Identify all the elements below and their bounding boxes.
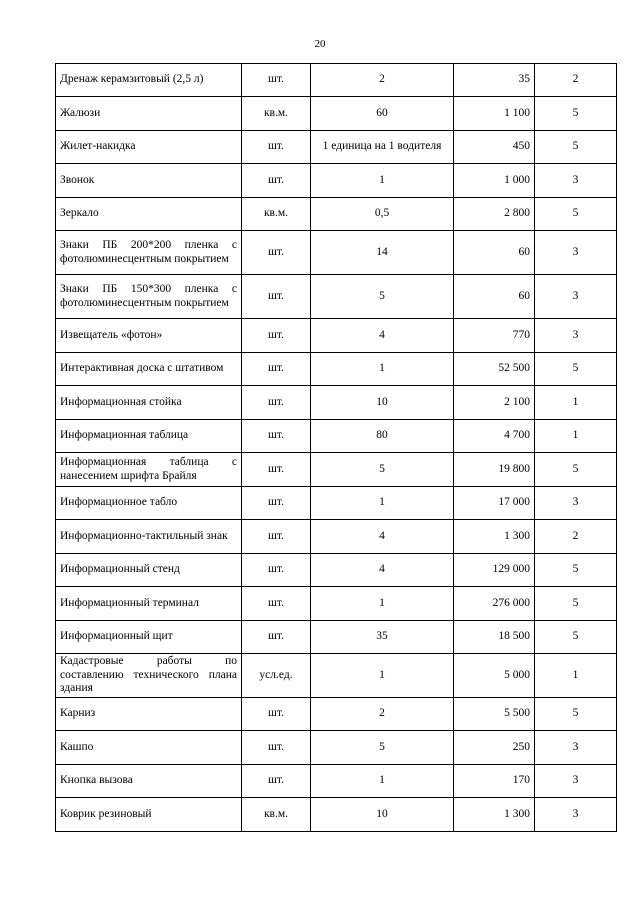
table-row [56,319,617,353]
table-row [56,420,617,453]
item-name-cell: Жилет-накидка [56,131,242,164]
table-row [56,587,617,621]
price-cell: 129 000 [454,554,535,587]
table-row [56,64,617,97]
table-row [56,621,617,654]
quantity-cell: 4 [311,554,454,587]
price-cell: 170 [454,765,535,798]
unit-cell: шт. [242,275,311,319]
unit-cell: шт. [242,765,311,798]
unit-cell: шт. [242,453,311,487]
unit-cell: шт. [242,131,311,164]
unit-cell: шт. [242,487,311,520]
service-life-cell: 3 [535,765,617,798]
service-life-cell: 1 [535,386,617,420]
price-cell: 1 000 [454,164,535,198]
item-name-cell: Дренаж керамзитовый (2,5 л) [56,64,242,97]
item-name-cell: Кнопка вызова [56,765,242,798]
quantity-cell: 1 единица на 1 водителя [311,131,454,164]
service-life-cell: 5 [535,198,617,231]
quantity-cell: 80 [311,420,454,453]
price-cell: 35 [454,64,535,97]
item-name-cell: Информационный щит [56,621,242,654]
table-row [56,554,617,587]
unit-cell: шт. [242,520,311,554]
service-life-cell: 3 [535,731,617,765]
item-name-cell: Кашпо [56,731,242,765]
item-name-cell: Информационная таблица [56,420,242,453]
service-life-cell: 5 [535,587,617,621]
price-cell: 17 000 [454,487,535,520]
service-life-cell: 1 [535,420,617,453]
item-name-cell: Информационное табло [56,487,242,520]
quantity-cell: 1 [311,164,454,198]
service-life-cell: 3 [535,164,617,198]
quantity-cell: 2 [311,64,454,97]
unit-cell: шт. [242,386,311,420]
table-row [56,487,617,520]
item-name-cell: Извещатель «фотон» [56,319,242,353]
item-name-cell: Информационный стенд [56,554,242,587]
service-life-cell: 5 [535,97,617,131]
table-body [56,64,617,832]
page-number: 20 [314,38,326,50]
price-cell: 5 500 [454,698,535,731]
quantity-cell: 10 [311,798,454,832]
unit-cell: шт. [242,731,311,765]
unit-cell: усл.ед. [242,654,311,698]
table-row [56,453,617,487]
item-name-cell: Зеркало [56,198,242,231]
quantity-cell: 1 [311,487,454,520]
unit-cell: кв.м. [242,798,311,832]
price-cell: 2 800 [454,198,535,231]
table-row [56,131,617,164]
unit-cell: шт. [242,64,311,97]
service-life-cell: 2 [535,520,617,554]
unit-cell: шт. [242,621,311,654]
unit-cell: кв.м. [242,97,311,131]
table-row [56,275,617,319]
price-cell: 1 300 [454,520,535,554]
item-name-cell: Кадастровые работы по составлению технического плана здания [56,654,242,698]
service-life-cell: 3 [535,275,617,319]
item-name-cell: Информационная таблица с нанесением шрифта Брайля [56,453,242,487]
service-life-cell: 3 [535,231,617,275]
service-life-cell: 3 [535,487,617,520]
price-cell: 52 500 [454,353,535,386]
item-name-cell: Звонок [56,164,242,198]
service-life-cell: 2 [535,64,617,97]
table-row [56,386,617,420]
item-name-cell: Знаки ПБ 200*200 пленка с фотолюминесцентным покрытием [56,231,242,275]
price-cell: 60 [454,275,535,319]
quantity-cell: 2 [311,698,454,731]
table-row [56,97,617,131]
unit-cell: шт. [242,353,311,386]
quantity-cell: 5 [311,275,454,319]
unit-cell: шт. [242,319,311,353]
table-row [56,698,617,731]
table-row [56,731,617,765]
unit-cell: шт. [242,554,311,587]
item-name-cell: Коврик резиновый [56,798,242,832]
price-cell: 1 300 [454,798,535,832]
item-name-cell: Информационно-тактильный знак [56,520,242,554]
price-cell: 5 000 [454,654,535,698]
quantity-cell: 1 [311,765,454,798]
price-cell: 250 [454,731,535,765]
price-cell: 2 100 [454,386,535,420]
quantity-cell: 5 [311,453,454,487]
unit-cell: шт. [242,231,311,275]
service-life-cell: 5 [535,698,617,731]
price-cell: 18 500 [454,621,535,654]
service-life-cell: 3 [535,319,617,353]
table-row [56,164,617,198]
quantity-cell: 4 [311,319,454,353]
quantity-cell: 1 [311,654,454,698]
price-cell: 450 [454,131,535,164]
item-name-cell: Знаки ПБ 150*300 пленка с фотолюминесцентным покрытием [56,275,242,319]
quantity-cell: 5 [311,731,454,765]
item-name-cell: Жалюзи [56,97,242,131]
unit-cell: кв.м. [242,198,311,231]
item-name-cell: Карниз [56,698,242,731]
quantity-cell: 35 [311,621,454,654]
service-life-cell: 1 [535,654,617,698]
price-cell: 276 000 [454,587,535,621]
service-life-cell: 5 [535,131,617,164]
price-cell: 1 100 [454,97,535,131]
service-life-cell: 3 [535,798,617,832]
quantity-cell: 4 [311,520,454,554]
table-row [56,231,617,275]
unit-cell: шт. [242,587,311,621]
quantity-cell: 1 [311,587,454,621]
quantity-cell: 14 [311,231,454,275]
quantity-cell: 10 [311,386,454,420]
table-row [56,798,617,832]
quantity-cell: 0,5 [311,198,454,231]
table-row [56,520,617,554]
unit-cell: шт. [242,164,311,198]
price-table [55,63,617,832]
quantity-cell: 60 [311,97,454,131]
table-row [56,353,617,386]
service-life-cell: 5 [535,554,617,587]
price-cell: 4 700 [454,420,535,453]
item-name-cell: Информационная стойка [56,386,242,420]
item-name-cell: Информационный терминал [56,587,242,621]
quantity-cell: 1 [311,353,454,386]
price-cell: 19 800 [454,453,535,487]
table-row [56,765,617,798]
table-row [56,654,617,698]
price-cell: 60 [454,231,535,275]
unit-cell: шт. [242,698,311,731]
price-cell: 770 [454,319,535,353]
table-row [56,198,617,231]
service-life-cell: 5 [535,453,617,487]
service-life-cell: 5 [535,621,617,654]
unit-cell: шт. [242,420,311,453]
service-life-cell: 5 [535,353,617,386]
item-name-cell: Интерактивная доска с штативом [56,353,242,386]
